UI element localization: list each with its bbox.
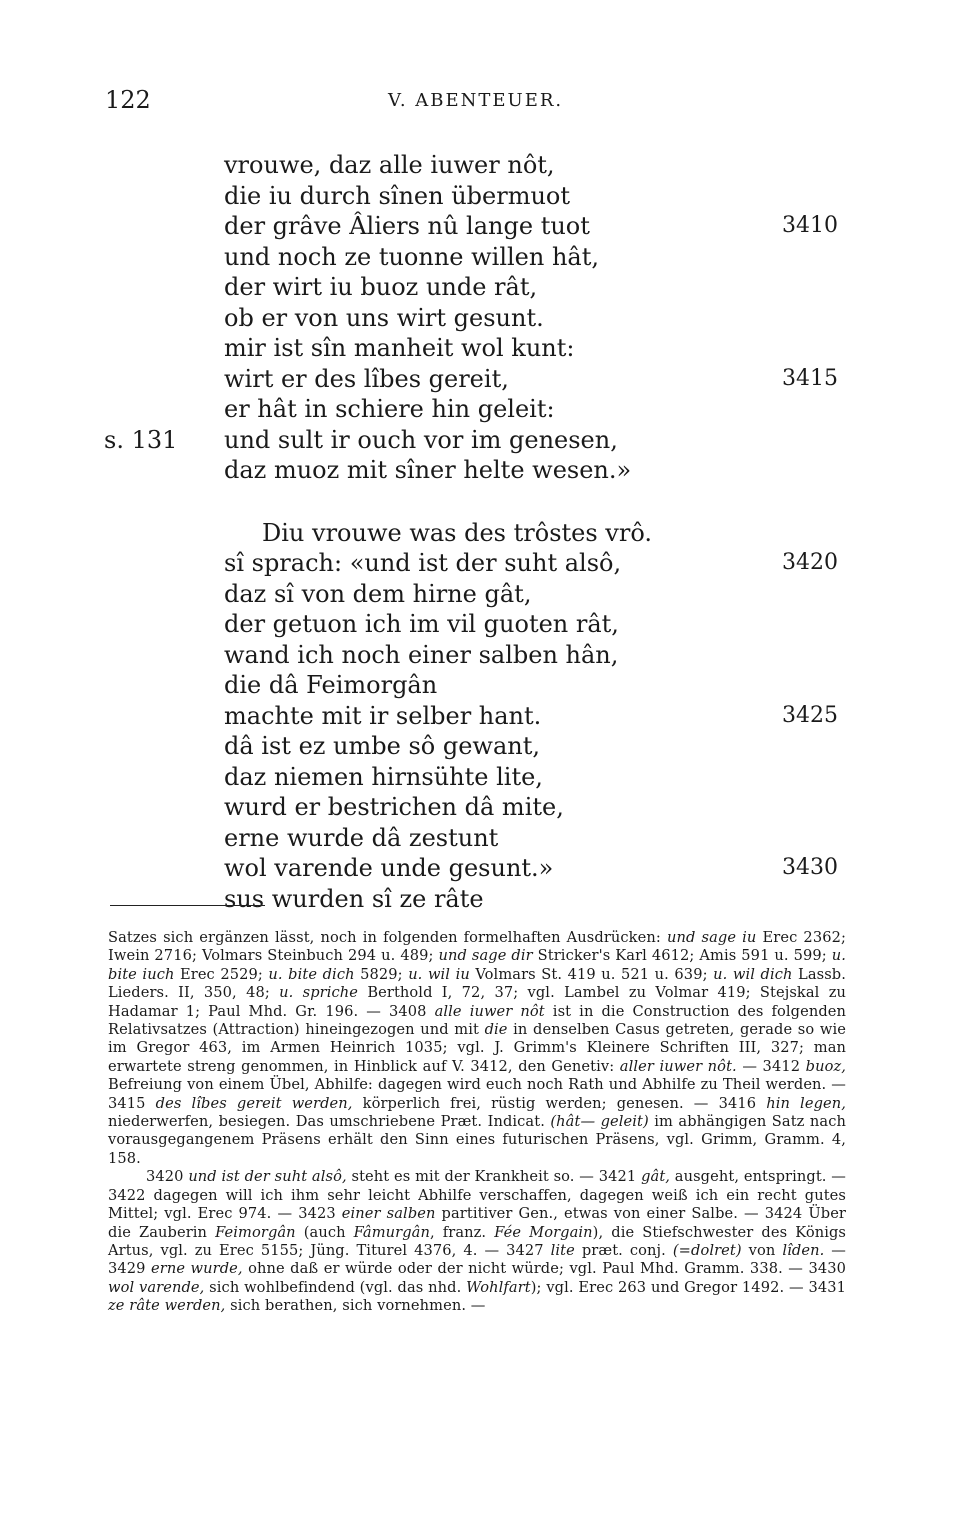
note-text: körperlich frei, rüstig werden; genesen. — 3416 <box>352 1094 767 1112</box>
verse-line <box>0 853 960 884</box>
verse-text: er hât in schiere hin geleit: <box>224 395 555 423</box>
stanza-gap <box>0 486 960 518</box>
note-text: Stricker's Karl 4612; Amis 591 u. 599; <box>532 947 832 965</box>
verse-text: daz sî von dem hirne gât, <box>224 579 532 608</box>
note-text: im abhängigen Satz nach vorausgegangenem Präsens erhält den Sinn eines futurischen Präsens, vgl. Grimm, Gramm. 4, 158. <box>108 1113 846 1167</box>
verse-line <box>0 609 960 640</box>
note-text: — 3412 <box>736 1057 806 1075</box>
cited-phrase: und sage dir <box>438 947 533 965</box>
verse-text: vrouwe, daz alle iuwer nôt, <box>224 151 555 179</box>
verse-text: der wirt iu buoz unde rât, <box>224 273 538 301</box>
note-text: præt. conj. <box>574 1241 673 1259</box>
cited-phrase: des lîbes gereit werden, <box>155 1094 353 1112</box>
verse-line <box>0 579 960 610</box>
verse-line <box>0 181 960 212</box>
verse-line <box>0 455 960 486</box>
cited-phrase: einer salben <box>341 1205 436 1223</box>
note-text: Berthold I, 72, 37; vgl. Lambel zu Volmar 419; Stejskal zu Hadamar 1; Paul Mhd. Gr. 196. — 3408 <box>108 984 846 1020</box>
note-text: steht es mit der Krankheit so. — 3421 <box>346 1168 642 1186</box>
verse-line <box>0 272 960 303</box>
verse-line <box>0 242 960 273</box>
verse-line <box>0 425 960 456</box>
cited-phrase: hin legen, <box>766 1094 846 1112</box>
line-number: 3410 <box>782 213 838 238</box>
verse-text: die iu durch sînen übermuot <box>224 181 570 210</box>
cited-phrase: (hât— geleit) <box>550 1113 649 1131</box>
line-number: 3420 <box>782 550 838 575</box>
footnote-paragraph-1 <box>108 929 846 1168</box>
verse-text: wurd er bestrichen dâ mite, <box>224 793 564 821</box>
verse-line <box>0 884 960 915</box>
note-text: (auch <box>295 1223 354 1241</box>
verse-text: und sult ir ouch vor im genesen, <box>224 425 618 454</box>
stanza-2 <box>0 518 960 915</box>
page-number: 122 <box>105 86 151 114</box>
note-text: ausgeht, entspringt. — 3422 dagegen will ich ihm sehr leicht Abhilfe verschaffen, dagegen weiß ich ein recht gutes Mittel; vgl. Erec 974. — 3423 <box>108 1168 847 1223</box>
note-text: partitiver Gen., etwas von einer Salbe. — 3424 Über die Zauberin <box>108 1205 847 1241</box>
cited-phrase: u. wil dich <box>713 965 793 983</box>
cited-phrase: aller iuwer nôt. <box>619 1057 737 1075</box>
note-text: ohne daß er würde oder der nicht würde; vgl. Paul Mhd. Gramm. 338. — 3430 <box>242 1260 846 1278</box>
verse-text: wirt er des lîbes gereit, <box>224 364 509 393</box>
verse-line <box>0 823 960 854</box>
cited-phrase: Fâmurgân <box>353 1223 430 1241</box>
cited-phrase: buoz, <box>805 1057 846 1075</box>
verse-line <box>0 731 960 762</box>
verse-line <box>0 762 960 793</box>
cited-phrase: und ist der suht alsô, <box>188 1168 347 1186</box>
cited-phrase: ze râte werden, <box>108 1297 226 1315</box>
note-text: Erec 2362; Iwein 2716; Volmars Steinbuch 294 u. 489; <box>108 929 846 965</box>
note-text: sich berathen, sich vornehmen. — <box>225 1297 486 1315</box>
verse-line <box>0 394 960 425</box>
verse-text: und noch ze tuonne willen hât, <box>224 242 600 271</box>
verse-text: sî sprach: «und ist der suht alsô, <box>224 549 622 577</box>
verse-line <box>0 670 960 701</box>
verse-text: der grâve Âliers nû lange tuot <box>224 212 590 240</box>
verse-line <box>0 150 960 181</box>
poem-text <box>0 150 960 914</box>
note-text: ); vgl. Erec 263 und Gregor 1492. — 3431 <box>530 1278 846 1296</box>
verse-text: daz muoz mit sîner helte wesen.» <box>224 456 632 484</box>
note-text: , franz. <box>429 1223 495 1241</box>
cited-phrase: erne wurde, <box>151 1260 243 1278</box>
cited-phrase: (=dolret) <box>672 1241 742 1259</box>
note-text: ), die Stiefschwester des Königs Artus, vgl. zu Erec 5155; Jüng. Titurel 4376, 4. — 3427 <box>108 1223 847 1259</box>
cited-phrase: alle iuwer nôt <box>434 1002 545 1020</box>
line-number: 3425 <box>782 702 838 728</box>
cited-phrase: gât, <box>641 1168 671 1186</box>
note-text: — 3429 <box>108 1241 846 1278</box>
margin-reference: s. 131 <box>104 425 178 454</box>
verse-text: sus wurden sî ze râte <box>224 884 484 913</box>
running-head: V. ABENTEUER. <box>388 90 564 111</box>
verse-text: machte mit ir selber hant. <box>224 701 542 730</box>
verse-line <box>0 518 960 549</box>
line-number: 3430 <box>782 855 838 880</box>
cited-phrase: Wohlfart <box>466 1278 531 1296</box>
note-text: Erec 2529; <box>174 965 269 983</box>
stanza-1 <box>0 150 960 486</box>
cited-phrase: Fée Morgain <box>494 1223 593 1241</box>
verse-line <box>0 701 960 732</box>
verse-line <box>0 333 960 364</box>
cited-phrase: u. bite dich <box>268 965 355 983</box>
verse-line <box>0 303 960 334</box>
verse-text: erne wurde dâ zestunt <box>224 823 499 852</box>
note-text: von <box>741 1241 783 1259</box>
verse-text: der getuon ich im vil guoten rât, <box>224 610 619 638</box>
cited-phrase: und sage iu <box>666 929 757 946</box>
note-text: ist in die Construction des folgenden Relativsatzes (Attraction) hineingezogen und mit <box>108 1002 846 1039</box>
note-text: Lassb. Lieders. II, 350, 48; <box>108 965 846 1002</box>
verse-text: ob er von uns wirt gesunt. <box>224 303 544 332</box>
verse-text: mir ist sîn manheit wol kunt: <box>224 334 575 362</box>
verse-text: Diu vrouwe was des trôstes vrô. <box>262 518 652 547</box>
footnote-paragraph-2 <box>108 1168 846 1315</box>
verse-line <box>0 364 960 395</box>
line-number: 3415 <box>782 365 838 391</box>
note-text: 5829; <box>354 965 409 983</box>
cited-phrase: u. bite iuch <box>108 947 847 983</box>
verse-text: daz niemen hirnsühte lite, <box>224 762 543 791</box>
verse-text: dâ ist ez umbe sô gewant, <box>224 732 540 760</box>
verse-text: wand ich noch einer salben hân, <box>224 640 619 669</box>
note-text: Satzes sich ergänzen lässt, noch in folgenden formelhaften Ausdrücken: <box>108 929 667 946</box>
cited-phrase: Feimorgân <box>215 1223 296 1241</box>
verse-text: wol varende unde gesunt.» <box>224 854 554 882</box>
note-text: in denselben Casus getreten, gerade so wie im Gregor 463, im Armen Heinrich 1035; vgl. J. Grimm's Kleinere Schriften III, 327; man erwartete streng genommen, in Hinblick auf V. 3412, den Genetiv: <box>108 1021 846 1075</box>
cited-phrase: wol varende, <box>108 1278 205 1296</box>
cited-phrase: u. spriche <box>279 984 359 1002</box>
cited-phrase: lite <box>550 1241 575 1259</box>
note-text: niederwerfen, besiegen. Das umschriebene Præt. Indicat. <box>108 1113 551 1131</box>
cited-phrase: u. wil iu <box>408 965 470 983</box>
verse-line <box>0 211 960 242</box>
verse-line <box>0 548 960 579</box>
note-text: Volmars St. 419 u. 521 u. 639; <box>469 965 714 983</box>
note-text: Befreiung von einem Übel, Abhilfe: dagegen wird euch noch Rath und Abhilfe zu Theil werden. — 3415 <box>108 1076 846 1112</box>
verse-line <box>0 792 960 823</box>
footnote-rule <box>110 905 265 906</box>
verse-line <box>0 640 960 671</box>
note-text: 3420 <box>146 1168 189 1186</box>
cited-phrase: die <box>484 1021 508 1039</box>
note-text: sich wohlbefindend (vgl. das nhd. <box>204 1278 467 1296</box>
cited-phrase: lîden. <box>782 1241 825 1259</box>
footnotes <box>108 929 846 1316</box>
verse-text: die dâ Feimorgân <box>224 671 438 699</box>
